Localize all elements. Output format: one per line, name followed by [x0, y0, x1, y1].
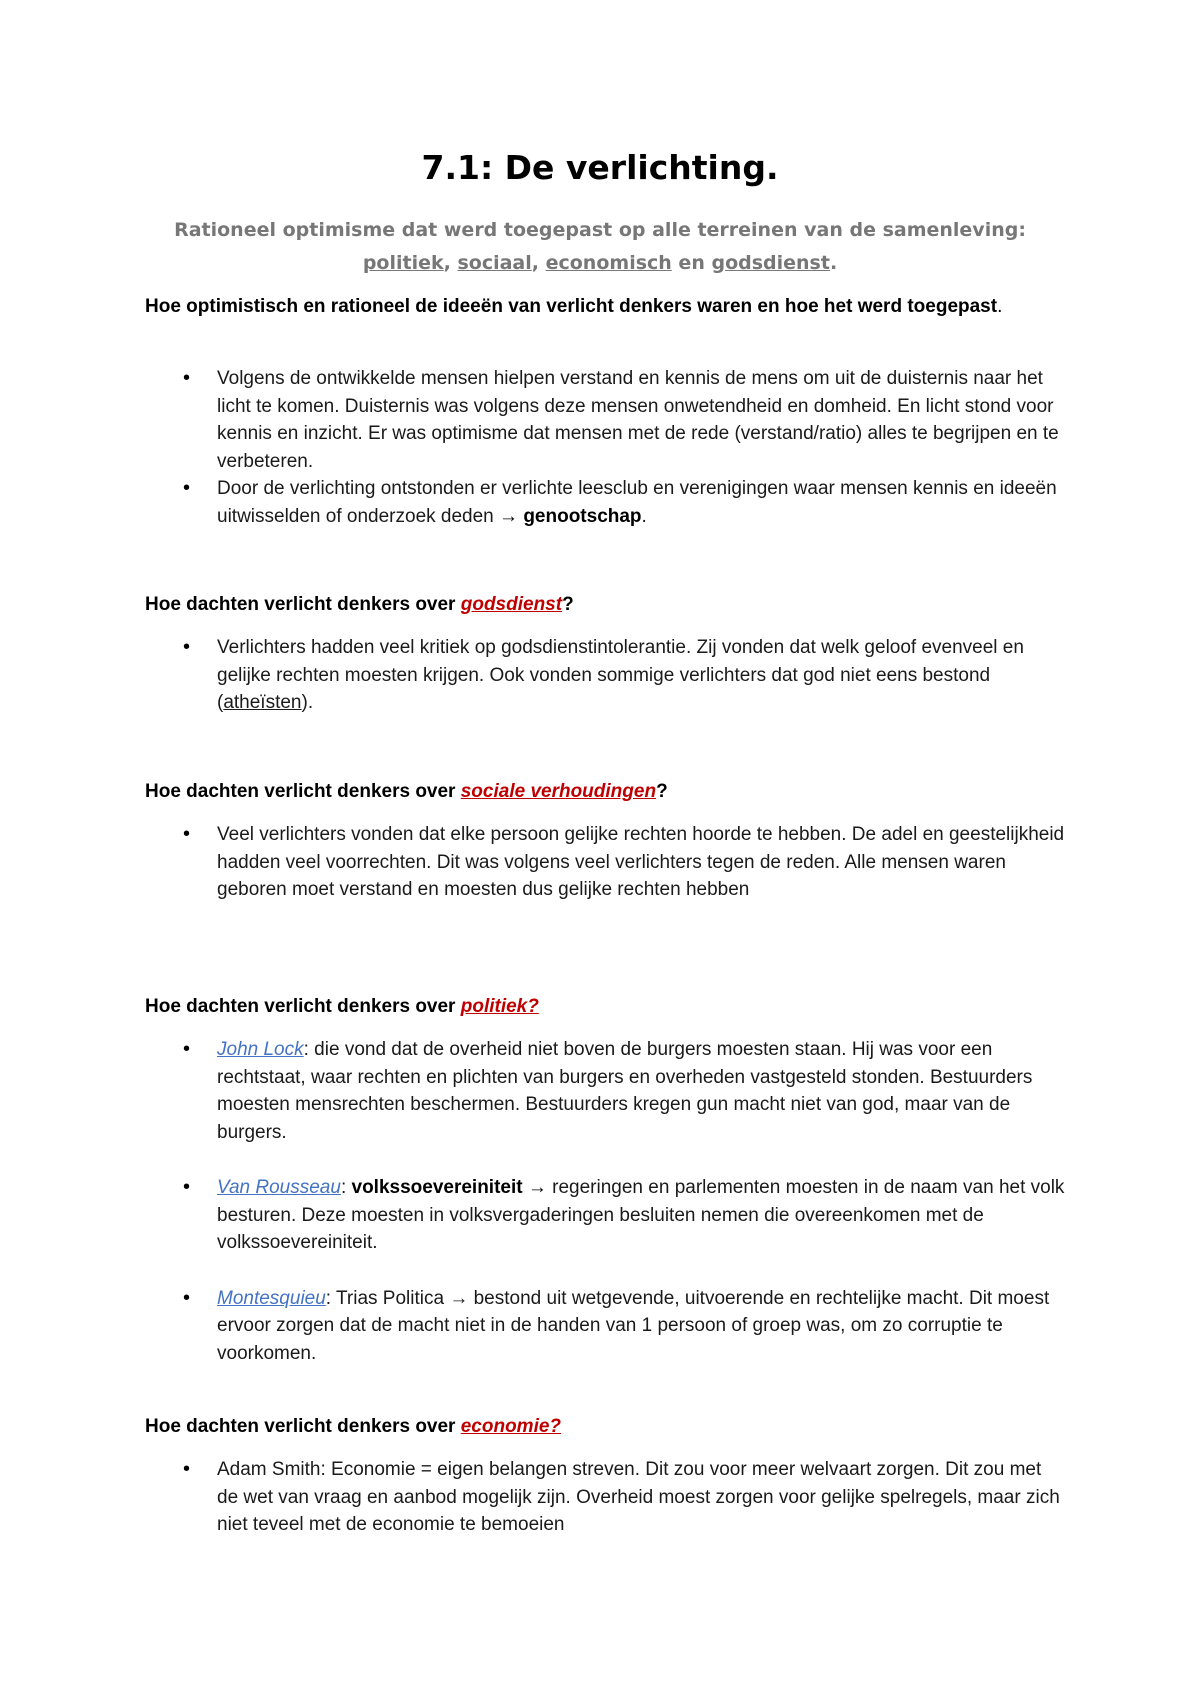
- bullet-list-economie: [145, 1456, 1065, 1539]
- heading-keyword: godsdienst: [460, 594, 563, 615]
- heading-end: ?: [562, 594, 574, 615]
- bullet-list-politiek: [145, 1036, 1065, 1367]
- term-genootschap: genootschap: [523, 505, 642, 527]
- subtitle-end: .: [829, 252, 838, 274]
- list-item: [145, 1036, 1065, 1146]
- list-item-text: Veel verlichters vonden dat elke persoon gelijke rechten hoorde te hebben. De adel en geestelijkheid hadden veel voorrechten. Dit was volgens veel verlichters tegen de reden. Alle mensen waren geboren moet verstand en moesten dus gelijke rechten hebben: [217, 824, 1065, 900]
- list-item: [145, 1456, 1065, 1539]
- link-john-lock[interactable]: John Lock: [217, 1039, 304, 1060]
- subtitle-politiek: politiek: [362, 252, 444, 274]
- list-item: [145, 1285, 1065, 1368]
- link-van-rousseau[interactable]: Van Rousseau: [217, 1177, 341, 1198]
- section-heading-optimism: [145, 293, 1065, 320]
- list-item-text: regeringen en parlementen moesten in de naam van het volk besturen. Deze moesten in volksvergaderingen besluiten nemen die overeenkomen met de volkssoevereiniteit.: [217, 1177, 1065, 1253]
- heading-end: ?: [656, 781, 668, 802]
- term-volkssoevereiniteit: volkssoevereiniteit: [351, 1177, 523, 1198]
- page-subtitle: [100, 214, 1100, 280]
- section-heading-godsdienst: [145, 591, 1065, 618]
- subtitle-separator: ,: [443, 252, 458, 274]
- list-item-text: Adam Smith: Economie = eigen belangen streven. Dit zou voor meer welvaart zorgen. Dit zou met de wet van vraag en aanbod mogelijk zijn. Overheid moest zorgen voor gelijke spelregels, maar zich niet teveel met de economie te bemoeien: [217, 1459, 1060, 1535]
- section-heading-sociale: [145, 778, 1065, 805]
- heading-text: Hoe dachten verlicht denkers over: [145, 594, 461, 615]
- heading-keyword: politiek?: [460, 996, 539, 1017]
- subtitle-separator: en: [671, 252, 712, 274]
- section-heading-economie: [145, 1413, 1065, 1440]
- bullet-list-godsdienst: [145, 634, 1065, 717]
- list-item-text: : Trias Politica → bestond uit wetgevende, uitvoerende en rechtelijke macht. Dit moest ervoor zorgen dat de macht niet in de handen van 1 persoon of groep was, om zo corruptie te voorkomen.: [217, 1287, 1050, 1364]
- link-montesquieu[interactable]: Montesquieu: [217, 1287, 326, 1309]
- list-item-text: Door de verlichting ontstonden er verlichte leesclub en verenigingen waar mensen kennis en ideeën uitwisselden of onderzoek deden: [217, 478, 1057, 527]
- list-item: [145, 634, 1065, 717]
- subtitle-separator: ,: [531, 252, 546, 274]
- arrow-icon: →: [522, 1177, 553, 1198]
- section-heading-politiek: [145, 993, 1065, 1020]
- subtitle-sociaal: sociaal: [457, 252, 532, 274]
- heading-keyword: economie?: [460, 1416, 562, 1437]
- subtitle-godsdienst: godsdienst: [711, 252, 830, 274]
- subtitle-economisch: economisch: [545, 252, 672, 274]
- bullet-list-sociale: [145, 821, 1065, 904]
- list-item: [145, 821, 1065, 904]
- heading-text: Hoe dachten verlicht denkers over: [145, 1416, 461, 1437]
- heading-text: Hoe dachten verlicht denkers over: [145, 996, 461, 1017]
- term-atheisten: atheïsten: [223, 692, 302, 713]
- subtitle-line: Rationeel optimisme dat werd toegepast op alle terreinen van de samenleving:: [174, 219, 1026, 241]
- heading-end: .: [997, 296, 1003, 317]
- list-item: [145, 1174, 1065, 1257]
- list-item-text: : die vond dat de overheid niet boven de burgers moesten staan. Hij was voor een rechtstaat, waar rechten en plichten van burgers en overheden vastgesteld stonden. Bestuurders moesten mensrechten beschermen. Bestuurders kregen gun macht niet van god, maar van de burgers.: [217, 1039, 1033, 1143]
- page-title: 7.1: De verlichting.: [421, 148, 779, 187]
- heading-text: Hoe optimistisch en rationeel de ideeën van verlicht denkers waren en hoe het werd toegepast: [145, 296, 998, 317]
- list-item-end: ).: [301, 692, 314, 713]
- list-item-text: Volgens de ontwikkelde mensen hielpen verstand en kennis de mens om uit de duisternis naar het licht te komen. Duisternis was volgens deze mensen onwetendheid en domheid. En licht stond voor kennis en inzicht. Er was optimisme dat mensen met de rede (verstand/ratio) alles te begrijpen en te verbeteren.: [217, 368, 1059, 472]
- heading-keyword: sociale verhoudingen: [460, 781, 657, 802]
- bullet-list-optimism: [145, 365, 1065, 530]
- list-item-colon: :: [340, 1177, 352, 1198]
- heading-text: Hoe dachten verlicht denkers over: [145, 781, 461, 802]
- arrow-icon: →: [499, 505, 519, 527]
- list-item-end: .: [641, 505, 647, 527]
- list-item: [145, 475, 1065, 530]
- list-item-text: Verlichters hadden veel kritiek op godsdienstintolerantie. Zij vonden dat welk geloof evenveel en gelijke rechten moesten krijgen. Ook vonden sommige verlichters dat god niet eens bestond (: [217, 637, 1024, 713]
- list-item: [145, 365, 1065, 475]
